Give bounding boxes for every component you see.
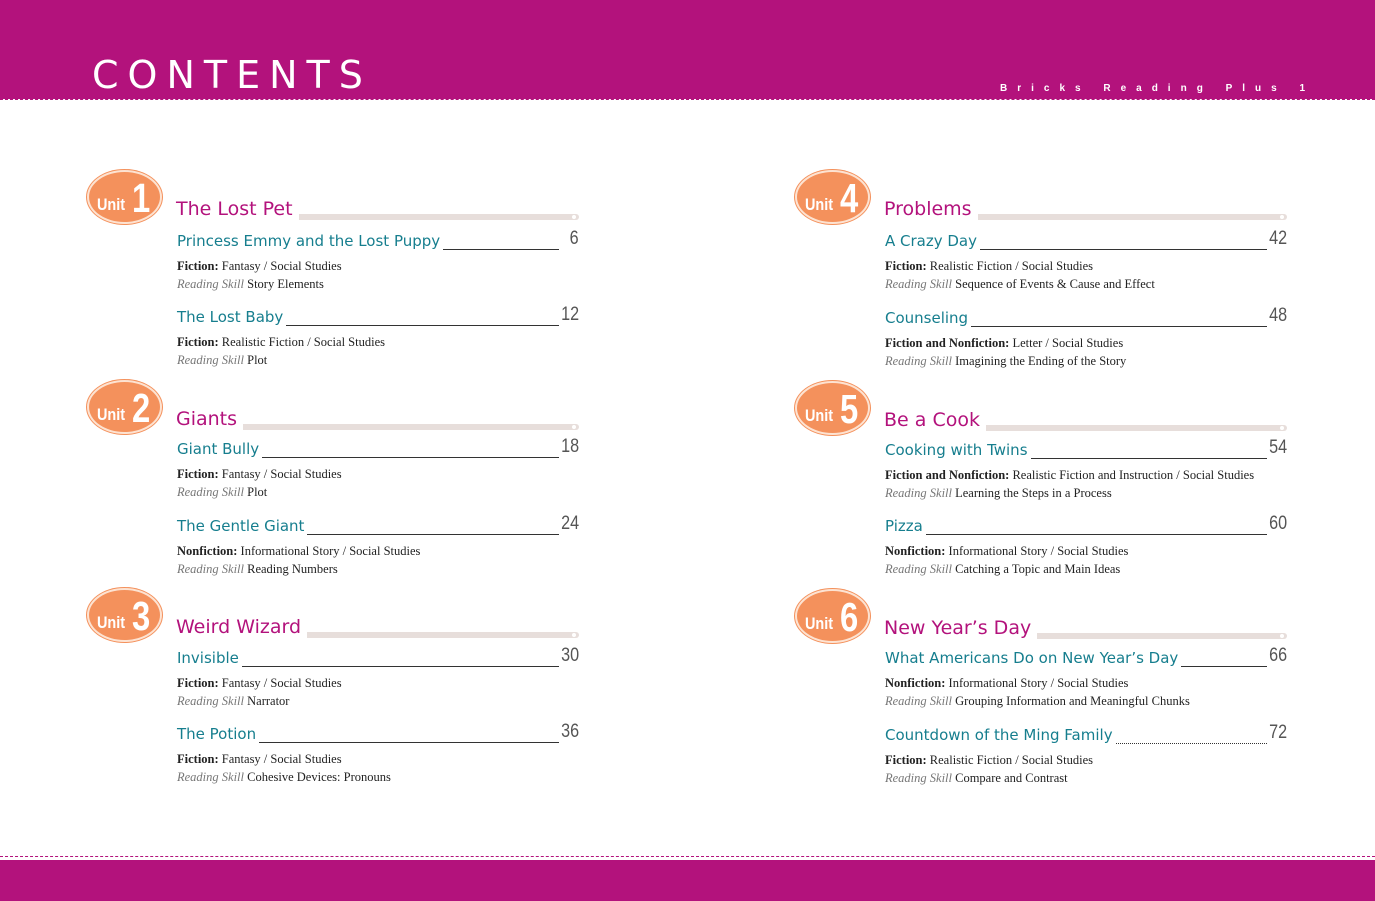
genre-text: Fantasy / Social Studies	[218, 259, 342, 273]
footer-divider	[0, 856, 1375, 857]
unit-badge	[795, 589, 870, 643]
unit-title: New Year’s Day	[884, 617, 1037, 639]
skill-text: Grouping Information and Meaningful Chunks	[955, 694, 1190, 708]
genre-text: Realistic Fiction and Instruction / Social Studies	[1009, 468, 1255, 482]
lesson-title[interactable]: What Americans Do on New Year’s Day	[885, 649, 1181, 667]
genre-text: Informational Story / Social Studies	[945, 676, 1129, 690]
lesson-skill	[177, 692, 579, 710]
page-number: 30	[561, 645, 579, 666]
unit-badge-number: 3	[132, 593, 151, 639]
skill-text: Catching a Topic and Main Ideas	[955, 562, 1121, 576]
unit-badge	[795, 381, 870, 435]
lesson-title[interactable]: The Gentle Giant	[177, 517, 307, 535]
skill-label: Reading Skill	[177, 485, 244, 499]
skill-text: Learning the Steps in a Process	[955, 486, 1112, 500]
lesson-skill	[177, 275, 579, 293]
genre-text: Informational Story / Social Studies	[945, 544, 1129, 558]
unit-badge	[87, 380, 162, 434]
unit-badge-word: Unit	[805, 195, 834, 214]
lesson-genre	[177, 674, 579, 692]
page-number: 36	[561, 721, 579, 742]
skill-text: Plot	[247, 353, 268, 367]
unit-badge-word: Unit	[97, 613, 126, 632]
unit-badge	[87, 588, 162, 642]
genre-label: Nonfiction:	[177, 544, 238, 558]
skill-text: Compare and Contrast	[955, 771, 1068, 785]
lesson-title[interactable]: Pizza	[885, 517, 926, 535]
lesson-genre	[885, 542, 1287, 560]
skill-label: Reading Skill	[885, 354, 952, 368]
page-number: 60	[1269, 513, 1287, 534]
lesson-skill	[885, 692, 1287, 710]
skill-text: Plot	[247, 485, 268, 499]
skill-label: Reading Skill	[885, 771, 952, 785]
unit-2	[87, 380, 587, 590]
lesson-title[interactable]: The Lost Baby	[177, 308, 286, 326]
genre-label: Fiction:	[177, 467, 219, 481]
page-number: 18	[561, 436, 579, 457]
lesson-skill	[885, 769, 1287, 787]
genre-text: Fantasy / Social Studies	[218, 467, 342, 481]
unit-title: Weird Wizard	[176, 616, 307, 638]
genre-label: Fiction:	[885, 259, 927, 273]
unit-badge-word: Unit	[805, 406, 834, 425]
lesson-genre	[177, 257, 579, 275]
lesson-genre	[885, 674, 1287, 692]
lesson-genre	[885, 257, 1287, 275]
page-number: 72	[1269, 722, 1287, 743]
skill-label: Reading Skill	[177, 694, 244, 708]
unit-title: Be a Cook	[884, 409, 986, 431]
genre-label: Fiction:	[177, 752, 219, 766]
page-number: 12	[561, 304, 579, 325]
unit-badge-word: Unit	[97, 195, 126, 214]
lesson-genre	[177, 465, 579, 483]
unit-6	[795, 589, 1295, 799]
lesson-entry[interactable]	[885, 645, 1287, 710]
lesson-entry[interactable]	[177, 513, 579, 578]
genre-text: Fantasy / Social Studies	[218, 676, 342, 690]
header-divider	[0, 99, 1375, 100]
lesson-genre	[177, 333, 579, 351]
lesson-skill	[177, 768, 579, 786]
genre-text: Fantasy / Social Studies	[218, 752, 342, 766]
skill-label: Reading Skill	[177, 277, 244, 291]
page-number: 66	[1269, 645, 1287, 666]
genre-label: Nonfiction:	[885, 544, 946, 558]
unit-badge-word: Unit	[805, 614, 834, 633]
lesson-entry[interactable]	[177, 721, 579, 786]
lesson-entry[interactable]	[885, 228, 1287, 293]
lesson-entry[interactable]	[885, 305, 1287, 370]
lesson-title[interactable]: Princess Emmy and the Lost Puppy	[177, 232, 443, 250]
unit-badge-number: 1	[132, 175, 151, 221]
skill-text: Narrator	[247, 694, 290, 708]
unit-badge-word: Unit	[97, 405, 126, 424]
lesson-title[interactable]: Countdown of the Ming Family	[885, 726, 1116, 744]
lesson-genre	[177, 750, 579, 768]
genre-label: Fiction:	[177, 676, 219, 690]
lesson-title[interactable]: Counseling	[885, 309, 971, 327]
lesson-entry[interactable]	[885, 722, 1287, 787]
lesson-skill	[885, 352, 1287, 370]
lesson-entry[interactable]	[177, 228, 579, 293]
skill-label: Reading Skill	[885, 486, 952, 500]
skill-text: Sequence of Events & Cause and Effect	[955, 277, 1155, 291]
lesson-genre	[885, 466, 1287, 484]
series-title: Bricks Reading Plus 1	[1000, 83, 1316, 94]
lesson-skill	[885, 275, 1287, 293]
genre-text: Realistic Fiction / Social Studies	[926, 259, 1093, 273]
lesson-entry[interactable]	[177, 645, 579, 710]
lesson-genre	[885, 334, 1287, 352]
lesson-genre	[177, 542, 579, 560]
skill-text: Story Elements	[247, 277, 324, 291]
page-number: 24	[561, 513, 579, 534]
genre-label: Fiction:	[177, 335, 219, 349]
lesson-skill	[885, 560, 1287, 578]
page-number: 48	[1269, 305, 1287, 326]
lesson-skill	[885, 484, 1287, 502]
genre-text: Realistic Fiction / Social Studies	[926, 753, 1093, 767]
genre-label: Fiction and Nonfiction:	[885, 336, 1010, 350]
lesson-entry[interactable]	[177, 436, 579, 501]
skill-text: Cohesive Devices: Pronouns	[247, 770, 391, 784]
lesson-title[interactable]: Cooking with Twins	[885, 441, 1031, 459]
unit-3	[87, 588, 587, 798]
page-number: 54	[1269, 437, 1287, 458]
genre-label: Nonfiction:	[885, 676, 946, 690]
lesson-skill	[177, 560, 579, 578]
page-number: 6	[570, 228, 579, 249]
unit-badge-number: 2	[132, 385, 151, 431]
page-number: 42	[1269, 228, 1287, 249]
skill-text: Imagining the Ending of the Story	[955, 354, 1127, 368]
genre-text: Realistic Fiction / Social Studies	[218, 335, 385, 349]
unit-1	[87, 170, 587, 380]
lesson-skill	[177, 351, 579, 369]
lesson-entry[interactable]	[177, 304, 579, 369]
unit-title: Giants	[176, 408, 243, 430]
genre-label: Fiction:	[177, 259, 219, 273]
skill-label: Reading Skill	[177, 770, 244, 784]
skill-label: Reading Skill	[177, 353, 244, 367]
genre-label: Fiction:	[885, 753, 927, 767]
genre-label: Fiction and Nonfiction:	[885, 468, 1010, 482]
skill-label: Reading Skill	[885, 562, 952, 576]
lesson-title[interactable]: A Crazy Day	[885, 232, 980, 250]
unit-badge	[87, 170, 162, 224]
lesson-entry[interactable]	[885, 437, 1287, 502]
lesson-skill	[177, 483, 579, 501]
lesson-genre	[885, 751, 1287, 769]
genre-text: Informational Story / Social Studies	[237, 544, 421, 558]
footer-bar	[0, 860, 1375, 901]
lesson-title[interactable]: Giant Bully	[177, 440, 262, 458]
leader-line	[885, 534, 1267, 535]
unit-badge-number: 6	[840, 594, 859, 640]
unit-badge-number: 5	[840, 386, 859, 432]
page-title: CONTENTS	[92, 53, 372, 97]
unit-title: Problems	[884, 198, 978, 220]
skill-label: Reading Skill	[885, 277, 952, 291]
skill-label: Reading Skill	[885, 694, 952, 708]
lesson-title[interactable]: Invisible	[177, 649, 242, 667]
unit-4	[795, 170, 1295, 380]
genre-text: Letter / Social Studies	[1009, 336, 1124, 350]
unit-title: The Lost Pet	[176, 198, 299, 220]
lesson-entry[interactable]	[885, 513, 1287, 578]
skill-label: Reading Skill	[177, 562, 244, 576]
unit-5	[795, 381, 1295, 591]
lesson-title[interactable]: The Potion	[177, 725, 259, 743]
unit-badge	[795, 170, 870, 224]
unit-badge-number: 4	[840, 175, 859, 221]
skill-text: Reading Numbers	[247, 562, 338, 576]
